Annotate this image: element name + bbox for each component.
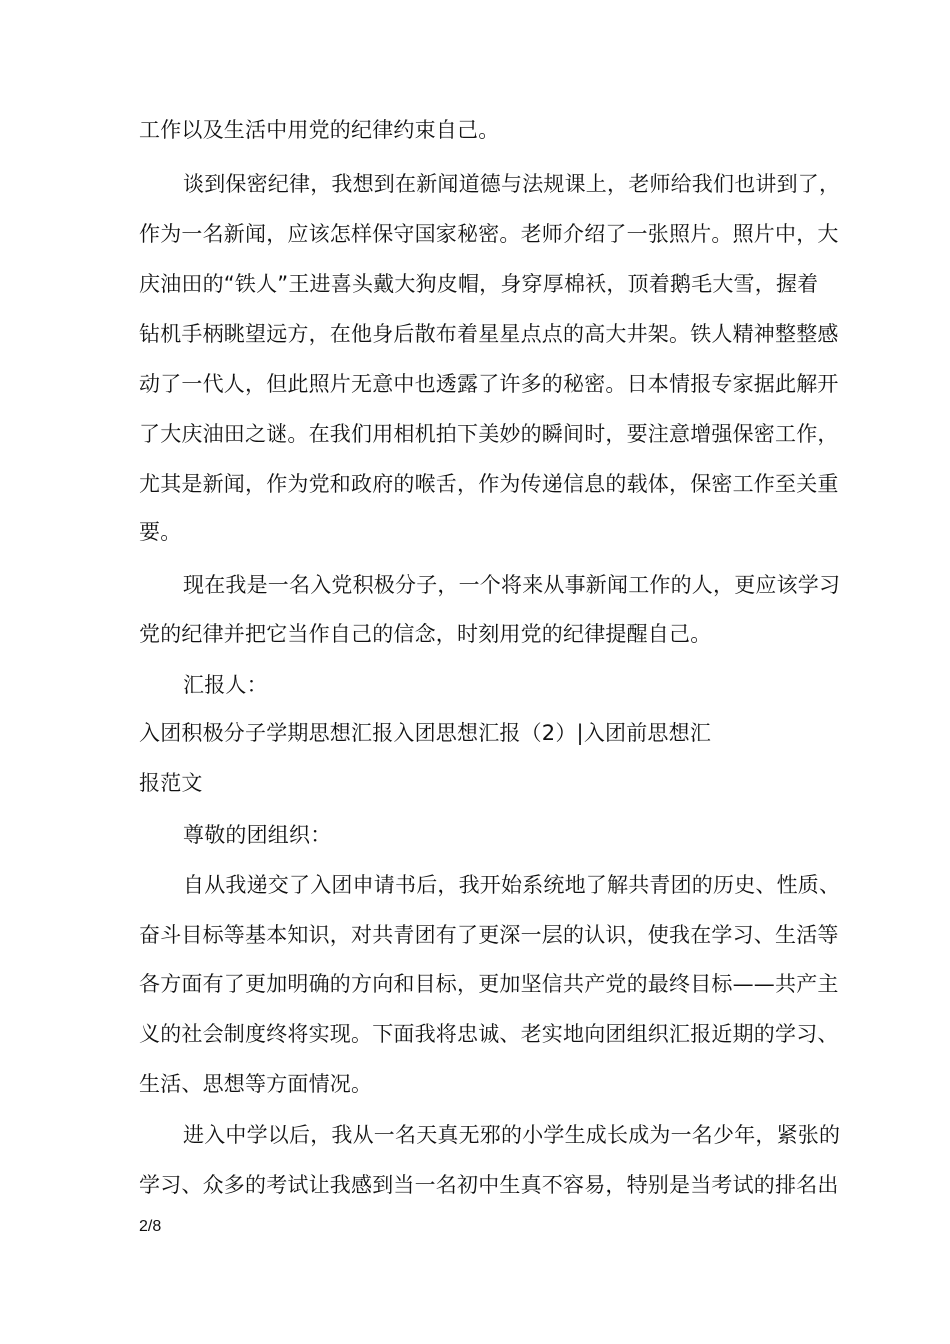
text-line: 钻机手柄眺望远方，在他身后散布着星星点点的高大井架。铁人精神整整感: [139, 322, 839, 346]
text-line: 学习、众多的考试让我感到当一名初中生真不容易，特别是当考试的排名出: [139, 1173, 839, 1197]
page-number: 2/8: [139, 1218, 162, 1235]
text-line: 进入中学以后，我从一名天真无邪的小学生成长成为一名少年，紧张的: [183, 1123, 841, 1147]
text-line: 奋斗目标等基本知识，对共青团有了更深一层的认识，使我在学习、生活等: [139, 923, 839, 947]
text-line: 尤其是新闻，作为党和政府的喉舌，作为传递信息的载体，保密工作至关重: [139, 472, 839, 496]
text-line: 庆油田的“铁人”王进喜头戴大狗皮帽，身穿厚棉袄，顶着鹅毛大雪，握着: [139, 272, 819, 296]
text-line: 各方面有了更加明确的方向和目标，更加坚信共产党的最终目标——共产主: [139, 972, 839, 996]
heading-line: 报范文: [139, 771, 203, 795]
text-line: 作为一名新闻，应该怎样保守国家秘密。老师介绍了一张照片。照片中，大: [139, 222, 839, 246]
heading-line: 入团积极分子学期思想汇报入团思想汇报（2）|入团前思想汇: [139, 721, 712, 745]
text-line: 党的纪律并把它当作自己的信念，时刻用党的纪律提醒自己。: [139, 622, 712, 646]
text-line: 要。: [139, 520, 182, 544]
text-line: 工作以及生活中用党的纪律约束自己。: [139, 118, 500, 142]
text-line: 动了一代人，但此照片无意中也透露了许多的秘密。日本情报专家据此解开: [139, 372, 839, 396]
text-line: 谈到保密纪律，我想到在新闻道德与法规课上，老师给我们也讲到了，: [183, 172, 841, 196]
text-line: 自从我递交了入团申请书后，我开始系统地了解共青团的历史、性质、: [183, 873, 841, 897]
salutation: 尊敬的团组织：: [183, 823, 332, 847]
text-line: 义的社会制度终将实现。下面我将忠诚、老实地向团组织汇报近期的学习、: [139, 1022, 839, 1046]
text-line: 了大庆油田之谜。在我们用相机拍下美妙的瞬间时，要注意增强保密工作，: [139, 422, 839, 446]
text-line: 汇报人：: [183, 673, 268, 697]
text-line: 生活、思想等方面情况。: [139, 1072, 373, 1096]
text-line: 现在我是一名入党积极分子，一个将来从事新闻工作的人，更应该学习: [183, 573, 841, 597]
